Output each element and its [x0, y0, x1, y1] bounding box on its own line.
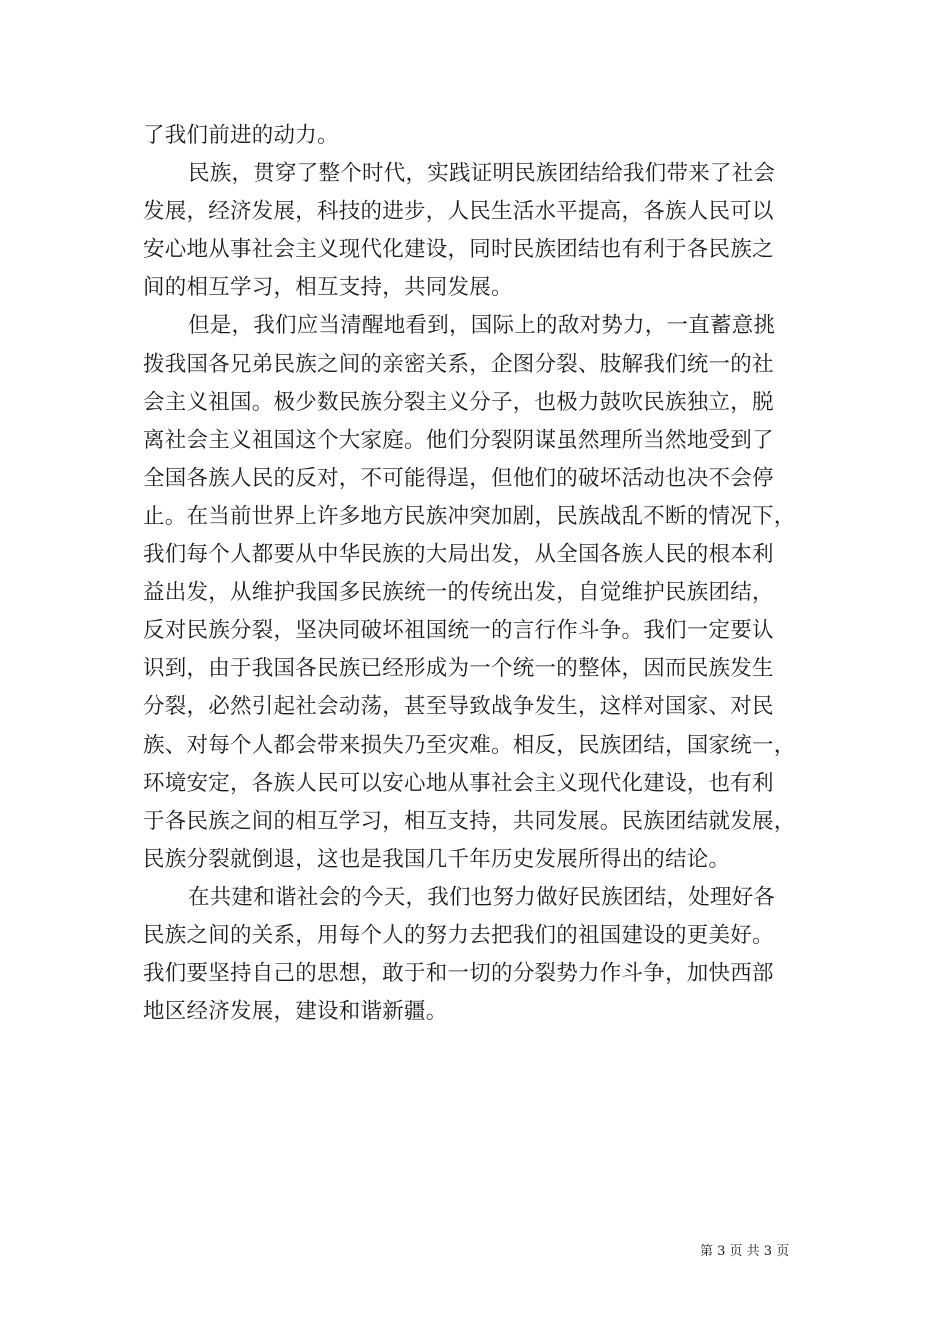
- text-line: 全国各族人民的反对，不可能得逞，但他们的破坏活动也决不会停: [143, 465, 774, 491]
- text-line: 离社会主义祖国这个大家庭。他们分裂阴谋虽然理所当然地受到了: [143, 427, 774, 453]
- text-line: 族、对每个人都会带来损失乃至灾难。相反，民族团结，国家统一，: [143, 732, 796, 758]
- text-line: 了我们前进的动力。: [143, 123, 339, 148]
- text-line: 地区经济发展，建设和谐新疆。: [143, 999, 448, 1025]
- text-line: 安心地从事社会主义现代化建设，同时民族团结也有利于各民族之: [143, 237, 774, 263]
- document-body: [143, 117, 809, 1031]
- text-line: 发展，经济发展，科技的进步，人民生活水平提高，各族人民可以: [143, 199, 774, 225]
- text-line: 分裂，必然引起社会动荡，甚至导致战争发生，这样对国家、对民: [143, 694, 774, 720]
- text-line: 在共建和谐社会的今天，我们也努力做好民族团结，处理好各: [188, 884, 776, 910]
- text-line: 间的相互学习，相互支持，共同发展。: [143, 275, 513, 301]
- text-line: 环境安定，各族人民可以安心地从事社会主义现代化建设，也有利: [143, 770, 774, 796]
- text-line: 民族，贯穿了整个时代，实践证明民族团结给我们带来了社会: [188, 161, 776, 187]
- text-line: 益出发，从维护我国多民族统一的传统出发，自觉维护民族团结，: [143, 580, 774, 606]
- text-line: 我们要坚持自己的思想，敢于和一切的分裂势力作斗争，加快西部: [143, 961, 774, 987]
- text-line: 于各民族之间的相互学习，相互支持，共同发展。民族团结就发展，: [143, 808, 796, 834]
- text-line: 识到，由于我国各民族已经形成为一个统一的整体，因而民族发生: [143, 656, 774, 682]
- text-line: 会主义祖国。极少数民族分裂主义分子，也极力鼓吹民族独立，脱: [143, 389, 774, 415]
- text-line: 反对民族分裂，坚决同破坏祖国统一的言行作斗争。我们一定要认: [143, 618, 774, 644]
- text-line: 拨我国各兄弟民族之间的亲密关系，企图分裂、肢解我们统一的社: [143, 351, 774, 377]
- page-number: 第 3 页 共 3 页: [700, 1244, 790, 1259]
- text-line: 但是，我们应当清醒地看到，国际上的敌对势力，一直蓄意挑: [188, 313, 776, 339]
- text-line: 止。在当前世界上许多地方民族冲突加剧，民族战乱不断的情况下，: [143, 503, 796, 529]
- text-line: 我们每个人都要从中华民族的大局出发，从全国各族人民的根本利: [143, 542, 774, 568]
- text-line: 民族分裂就倒退，这也是我国几千年历史发展所得出的结论。: [143, 846, 731, 872]
- text-line: 民族之间的关系，用每个人的努力去把我们的祖国建设的更美好。: [143, 922, 774, 948]
